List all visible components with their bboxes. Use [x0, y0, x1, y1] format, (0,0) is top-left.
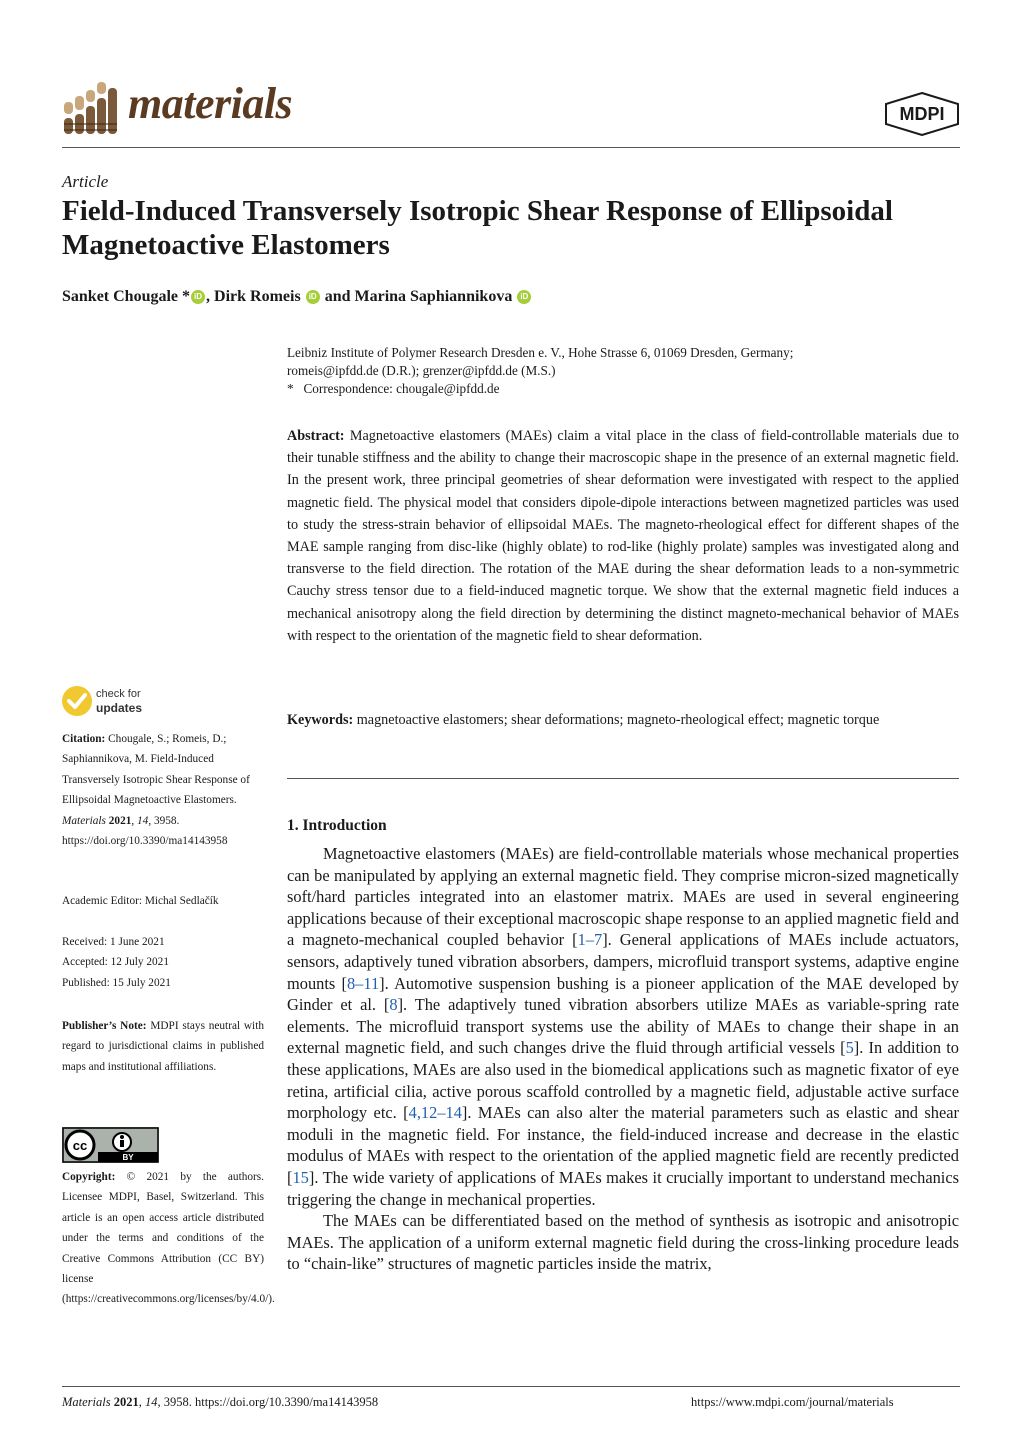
orcid-icon[interactable]: iD	[306, 290, 320, 304]
publisher-name: MDPI	[899, 104, 945, 124]
svg-text:cc: cc	[72, 1138, 88, 1153]
introduction-text	[287, 843, 959, 1275]
abstract-text: Magnetoactive elastomers (MAEs) claim a vital place in the class of field-controllable materials due to their tunable stiffness and the ability to change their macroscopic shape in the presence of an external magnetic field. In the present work, three principal geometries of shear deformation were investigated with respect to the applied magnetic field. The physical model that considers dipole-dipole interactions between magnetized particles was used to study the stress-strain behavior of ellipsoidal MAEs. The magneto-rheological effect for different shapes of the MAE sample ranging from disc-like (highly oblate) to rod-like (highly prolate) samples was investigated along and transverse to the field direction. The rotation of the MAE during the shear deformation leads to a non-symmetric Cauchy stress tensor due to a field-induced magnetic torque. We show that the external magnetic field induces a mechanical anisotropy along the field direction by determining the distinct magneto-mechanical behavior of MAEs with respect to the orientation of the magnetic field to shear deformation.	[287, 428, 960, 644]
cc-badge-text: BY	[122, 1153, 134, 1162]
abstract	[287, 425, 959, 647]
copyright-label: Copyright:	[62, 1171, 116, 1183]
check-for-updates-badge[interactable]	[62, 686, 162, 720]
citation-doi[interactable]: , 3958. https://doi.org/10.3390/ma14143958	[62, 814, 228, 848]
footer-citation: Materials 2021, 14, 3958. https://doi.org/10.3390/ma14143958	[62, 1395, 379, 1409]
correspondence: * Correspondence: chougale@ipfdd.de	[287, 381, 500, 396]
section-heading: 1. Introduction	[287, 817, 387, 834]
author-list: Sanket Chougale * iD , Dirk Romeis iD and Marina Saphiannikova iD	[62, 288, 532, 306]
citation-link[interactable]: 1–7	[577, 930, 603, 950]
cc-by-license-icon[interactable]	[62, 1127, 159, 1163]
section-rule	[287, 778, 959, 779]
citation-label: Citation:	[62, 733, 106, 745]
author-name[interactable]: Marina Saphiannikova	[354, 288, 513, 305]
author-name[interactable]: Dirk Romeis	[214, 288, 301, 305]
journal-logo-icon	[62, 80, 122, 136]
citation-link[interactable]: 4,12–14	[408, 1103, 462, 1123]
check-updates-line1: check for	[96, 688, 141, 700]
footer-rule	[62, 1386, 960, 1387]
mdpi-logo-icon	[884, 92, 960, 136]
header-rule	[62, 147, 960, 148]
footer-journal-url[interactable]: https://www.mdpi.com/journal/materials	[691, 1395, 894, 1409]
keywords	[287, 709, 959, 731]
abstract-label: Abstract:	[287, 428, 345, 444]
article-title: Field-Induced Transversely Isotropic Shear Response of Ellipsoidal Magnetoactive Elastomers	[62, 195, 893, 261]
citation-block: Citation: Chougale, S.; Romeis, D.; Saphiannikova, M. Field-Induced Transversely Isotropic Shear Response of Ellipsoidal Magnetoactive Elastomers. Materials 2021, 14, 3958. https://doi.org/10.3390/ma14143958	[62, 733, 250, 848]
paragraph: The MAEs can be differentiated based on the method of synthesis as isotropic and anisotropic MAEs. The application of a uniform external magnetic field during the cross-linking procedure leads to “chain-like” structures of magnetic particles inside the matrix,	[287, 1211, 959, 1274]
journal-name: materials	[128, 79, 293, 128]
keywords-label: Keywords:	[287, 712, 354, 728]
received-date: Received: 1 June 2021	[62, 936, 165, 948]
author-name[interactable]: Sanket Chougale *	[62, 288, 191, 305]
citation-link[interactable]: 5	[845, 1038, 854, 1058]
citation-link[interactable]: 8–11	[346, 973, 380, 993]
paragraph: Magnetoactive elastomers (MAEs) are field-controllable materials whose mechanical properties can be manipulated by applying an external magnetic field. They comprise micron-sized magnetically soft/hard particles integrated into an elastomer matrix. MAEs are used in several engineering applications because of their exceptional macroscopic shape response to an applied magnetic field and a magneto-mechanical coupled behavior [1–7]. General applications of MAEs include actuators, sensors, adaptively tuned vibration absorbers, dampers, microfluid transport systems, adaptive engine mounts [8–11]. Automotive suspension bushing is a pioneer application of the MAE developed by Ginder et al. [8]. The adaptively tuned vibration absorbers utilize MAEs as variable-spring rate elements. The microfluid transport systems use the ability of MAEs to change their shape in an external magnetic field, and such changes drive the fluid through artificial vessels [5]. In addition to these applications, MAEs are also used in the biomedical applications such as magnetic fixator of eye retina, artificial cilia, active porous scaffold controlled by a magnetic field, adjustable active surface morphology etc. [4,12–14]. MAEs can also alter the material parameters such as elastic and shear moduli in the magnetic field. For instance, the field-induced increase and decrease in the elastic modulus of MAEs with respect to the orientation of the applied magnetic field are recently predicted [15]. The wide variety of applications of MAEs makes it crucially important to understand mechanics triggering the change in mechanical properties.	[287, 844, 960, 1209]
publisher-note-label: Publisher’s Note:	[62, 1020, 147, 1032]
publication-dates	[62, 932, 264, 993]
citation-link[interactable]: 8	[389, 995, 398, 1015]
published-date: Published: 15 July 2021	[62, 976, 171, 989]
footer-doi[interactable]: , 3958. https://doi.org/10.3390/ma14143958	[157, 1395, 379, 1409]
affiliation-block	[287, 344, 959, 398]
affiliation-emails[interactable]: romeis@ipfdd.de (D.R.); grenzer@ipfdd.de (M.S.)	[287, 363, 556, 378]
copyright-notice: Copyright: © 2021 by the authors. Licensee MDPI, Basel, Switzerland. This article is an open access article distributed under the terms and conditions of the Creative Commons Attribution (CC BY) license (https://creativecommons.org/licenses/by/4.0/).	[62, 1171, 275, 1306]
check-updates-line2: updates	[96, 701, 143, 715]
affiliation-line: Leibniz Institute of Polymer Research Dresden e. V., Hohe Strasse 6, 01069 Dresden, Germany;	[287, 345, 794, 360]
keywords-text: magnetoactive elastomers; shear deformations; magneto-rheological effect; magnetic torque	[356, 712, 880, 728]
citation-link[interactable]: 15	[292, 1167, 309, 1187]
orcid-icon[interactable]: iD	[191, 290, 205, 304]
publisher-note: Publisher’s Note: MDPI stays neutral with regard to jurisdictional claims in published maps and institutional affiliations.	[62, 1020, 264, 1073]
academic-editor: Academic Editor: Michal Sedlačík	[62, 895, 219, 907]
check-icon	[62, 686, 92, 716]
orcid-icon[interactable]: iD	[517, 290, 531, 304]
accepted-date: Accepted: 12 July 2021	[62, 956, 169, 969]
article-type: Article	[62, 172, 109, 191]
